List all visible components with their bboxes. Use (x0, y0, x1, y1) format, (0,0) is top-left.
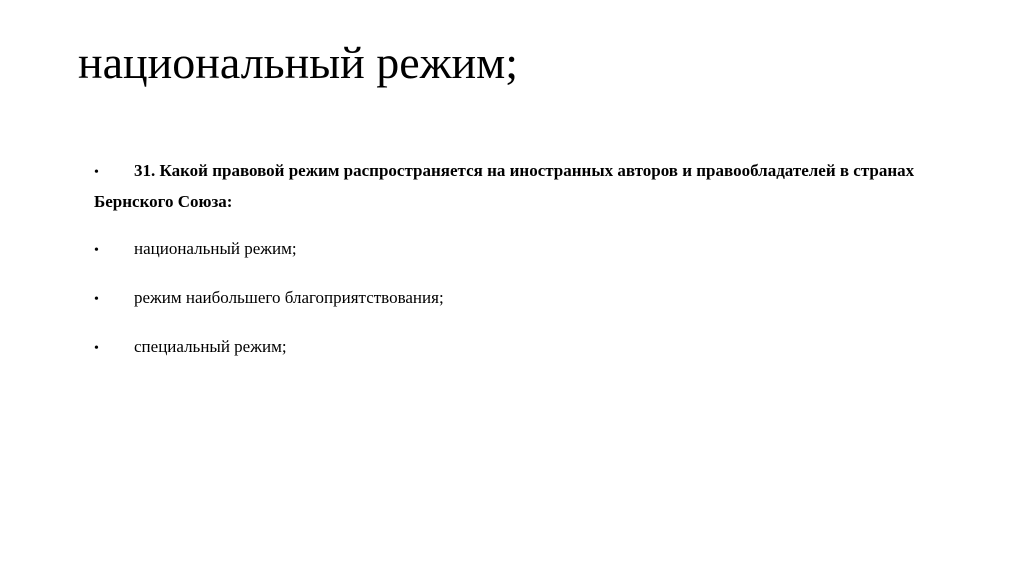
bullet-marker: • (94, 292, 99, 307)
answer-option (94, 283, 974, 314)
bullet-marker: • (94, 243, 99, 258)
answer-option-text: специальный режим; (134, 337, 287, 356)
answer-option (94, 332, 974, 363)
bullet-marker: • (94, 165, 99, 180)
bullet-list (94, 156, 974, 381)
question-text: 31. Какой правовой режим распространяется на иностранных авторов и правообладателей в странах Бернского Союза: (94, 161, 915, 211)
answer-option-text: режим наибольшего благоприятствования; (134, 288, 444, 307)
answer-option (94, 234, 974, 265)
slide-title: национальный режим; (78, 37, 518, 88)
answer-option-text: национальный режим; (134, 239, 297, 258)
question-item (94, 156, 974, 216)
bullet-marker: • (94, 341, 99, 356)
